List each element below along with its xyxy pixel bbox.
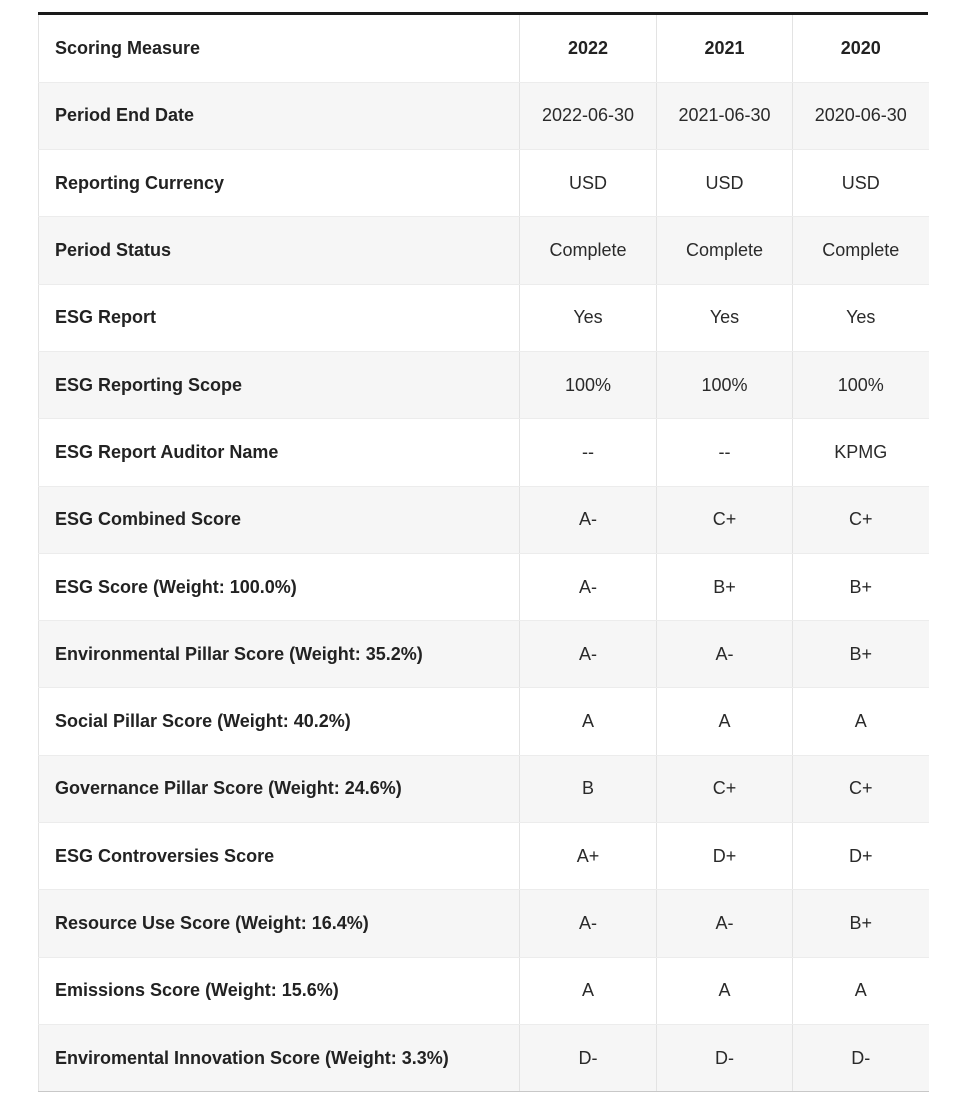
row-label: Environmental Pillar Score (Weight: 35.2%) — [39, 621, 520, 688]
table-row — [39, 621, 929, 688]
cell-2022: A- — [520, 553, 657, 620]
cell-2020: B+ — [793, 890, 929, 957]
cell-2021: C+ — [657, 486, 793, 553]
header-year-2021: 2021 — [657, 15, 793, 82]
row-label: Reporting Currency — [39, 150, 520, 217]
table-row — [39, 1024, 929, 1091]
table-row — [39, 755, 929, 822]
table-header-row — [39, 15, 929, 82]
cell-2021: B+ — [657, 553, 793, 620]
row-label: Social Pillar Score (Weight: 40.2%) — [39, 688, 520, 755]
row-label: ESG Combined Score — [39, 486, 520, 553]
table-row — [39, 351, 929, 418]
cell-2021: 100% — [657, 351, 793, 418]
cell-2022: -- — [520, 419, 657, 486]
cell-2020: A — [793, 688, 929, 755]
table-row — [39, 419, 929, 486]
esg-score-table-container — [38, 12, 928, 1092]
cell-2022: D- — [520, 1024, 657, 1091]
cell-2022: A — [520, 688, 657, 755]
table-row — [39, 823, 929, 890]
cell-2022: A- — [520, 621, 657, 688]
cell-2021: A — [657, 688, 793, 755]
cell-2020: D- — [793, 1024, 929, 1091]
cell-2022: A- — [520, 890, 657, 957]
cell-2020: A — [793, 957, 929, 1024]
row-label: Period End Date — [39, 82, 520, 149]
row-label: Period Status — [39, 217, 520, 284]
cell-2021: 2021-06-30 — [657, 82, 793, 149]
cell-2021: D- — [657, 1024, 793, 1091]
cell-2022: A- — [520, 486, 657, 553]
cell-2020: 100% — [793, 351, 929, 418]
table-row — [39, 688, 929, 755]
table-row — [39, 150, 929, 217]
cell-2020: USD — [793, 150, 929, 217]
cell-2020: 2020-06-30 — [793, 82, 929, 149]
cell-2022: USD — [520, 150, 657, 217]
cell-2022: B — [520, 755, 657, 822]
row-label: ESG Report — [39, 284, 520, 351]
cell-2022: A+ — [520, 823, 657, 890]
header-year-2022: 2022 — [520, 15, 657, 82]
cell-2021: A- — [657, 890, 793, 957]
cell-2020: C+ — [793, 486, 929, 553]
cell-2022: A — [520, 957, 657, 1024]
cell-2020: KPMG — [793, 419, 929, 486]
cell-2021: A — [657, 957, 793, 1024]
cell-2021: -- — [657, 419, 793, 486]
cell-2020: D+ — [793, 823, 929, 890]
row-label: ESG Report Auditor Name — [39, 419, 520, 486]
cell-2022: 2022-06-30 — [520, 82, 657, 149]
table-row — [39, 82, 929, 149]
cell-2021: USD — [657, 150, 793, 217]
cell-2022: 100% — [520, 351, 657, 418]
table-body — [39, 82, 929, 1091]
table-row — [39, 890, 929, 957]
cell-2020: Complete — [793, 217, 929, 284]
cell-2021: C+ — [657, 755, 793, 822]
row-label: ESG Reporting Scope — [39, 351, 520, 418]
cell-2021: Complete — [657, 217, 793, 284]
table-row — [39, 957, 929, 1024]
cell-2021: A- — [657, 621, 793, 688]
cell-2022: Complete — [520, 217, 657, 284]
table-row — [39, 284, 929, 351]
cell-2021: D+ — [657, 823, 793, 890]
table-row — [39, 553, 929, 620]
cell-2020: B+ — [793, 621, 929, 688]
row-label: Enviromental Innovation Score (Weight: 3.3%) — [39, 1024, 520, 1091]
row-label: ESG Controversies Score — [39, 823, 520, 890]
row-label: Governance Pillar Score (Weight: 24.6%) — [39, 755, 520, 822]
table-row — [39, 486, 929, 553]
cell-2021: Yes — [657, 284, 793, 351]
cell-2020: C+ — [793, 755, 929, 822]
row-label: Resource Use Score (Weight: 16.4%) — [39, 890, 520, 957]
header-scoring-measure: Scoring Measure — [39, 15, 520, 82]
row-label: Emissions Score (Weight: 15.6%) — [39, 957, 520, 1024]
cell-2022: Yes — [520, 284, 657, 351]
table-row — [39, 217, 929, 284]
header-year-2020: 2020 — [793, 15, 929, 82]
esg-score-table — [38, 15, 929, 1092]
row-label: ESG Score (Weight: 100.0%) — [39, 553, 520, 620]
cell-2020: Yes — [793, 284, 929, 351]
cell-2020: B+ — [793, 553, 929, 620]
